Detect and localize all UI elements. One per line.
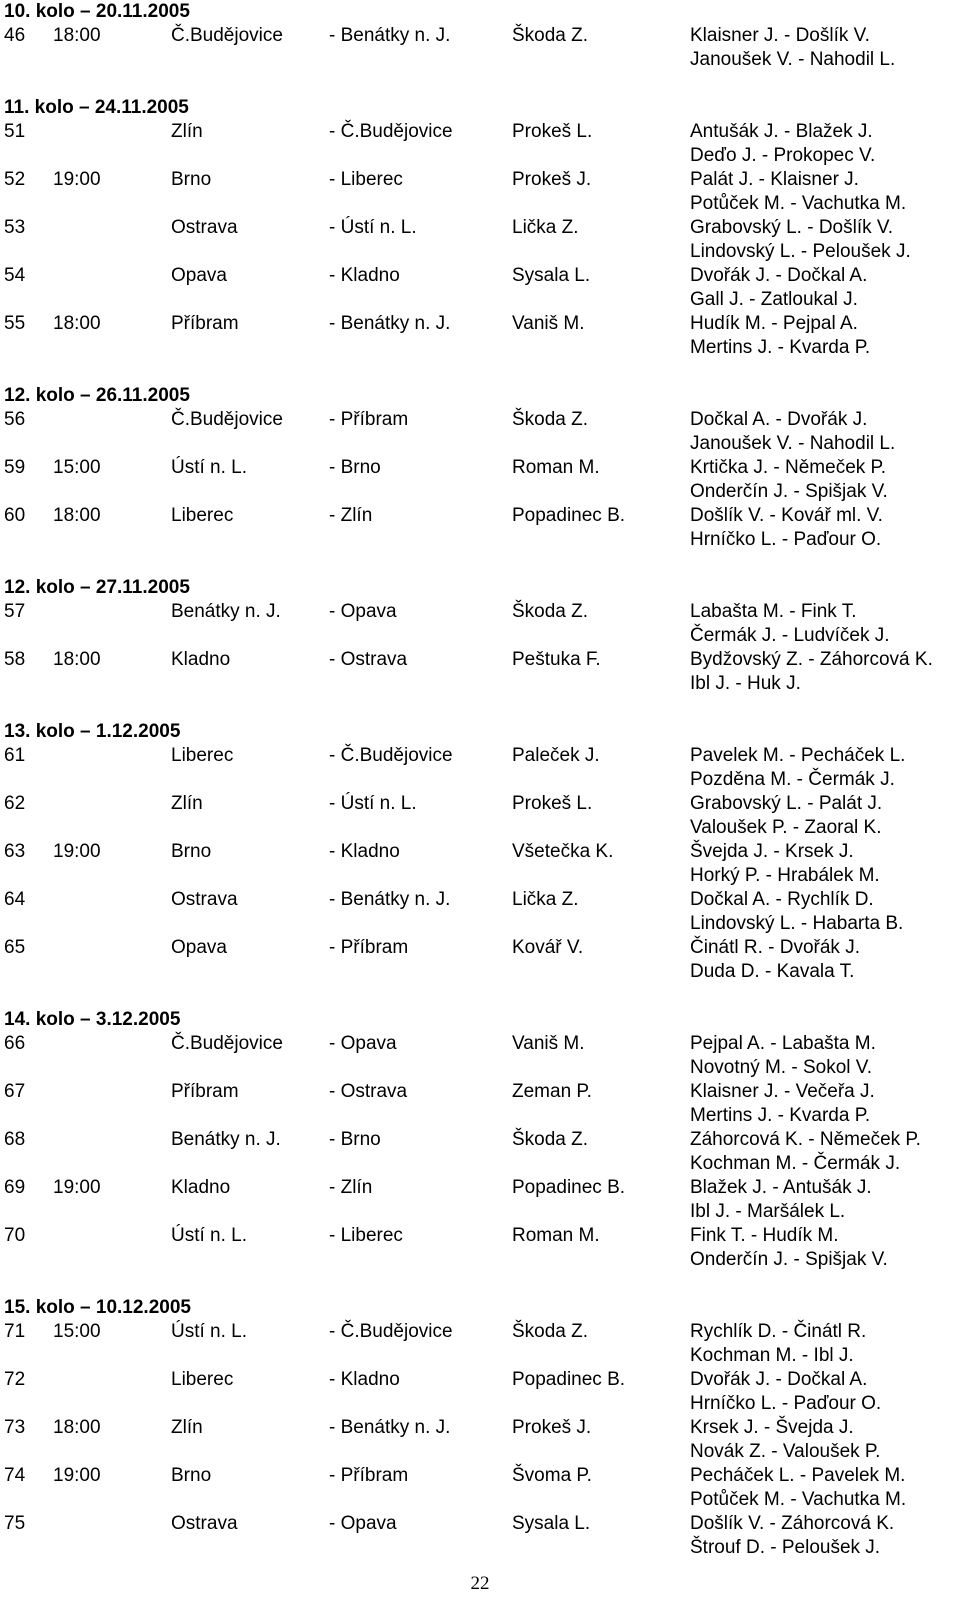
away-team: - Ústí n. L. (329, 217, 417, 238)
referee: Prokeš L. (512, 793, 593, 814)
away-team: - Ostrava (329, 1081, 408, 1102)
home-team: Liberec (171, 505, 234, 526)
away-team: - Zlín (329, 1177, 373, 1198)
linesmen-primary: Hudík M. - Pejpal A. (690, 313, 858, 334)
match-row-continuation (0, 1153, 960, 1177)
referee: Škoda Z. (512, 1129, 589, 1150)
match-row-continuation (0, 673, 960, 697)
home-team: Kladno (171, 1177, 231, 1198)
match-time: 15:00 (53, 1321, 101, 1342)
match-row (0, 1369, 960, 1393)
linesmen-primary: Klaisner J. - Večeřa J. (690, 1081, 875, 1102)
match-time: 18:00 (53, 313, 101, 334)
away-team: - Brno (329, 457, 381, 478)
match-row-continuation (0, 1057, 960, 1081)
away-team: - Č.Budějovice (329, 1321, 453, 1342)
away-team: - Kladno (329, 841, 400, 862)
referee: Popadinec B. (512, 1177, 626, 1198)
away-team: - Brno (329, 1129, 381, 1150)
away-team: - Ústí n. L. (329, 793, 417, 814)
linesmen-secondary: Onderčín J. - Spišjak V. (690, 481, 888, 502)
match-row (0, 505, 960, 529)
match-row (0, 937, 960, 961)
linesmen-secondary: Čermák J. - Ludvíček J. (690, 625, 890, 646)
match-row-continuation (0, 913, 960, 937)
match-number: 55 (4, 313, 26, 334)
referee: Škoda Z. (512, 25, 589, 46)
match-row (0, 601, 960, 625)
linesmen-primary: Pejpal A. - Labašta M. (690, 1033, 876, 1054)
referee: Sysala L. (512, 265, 591, 286)
referee: Prokeš J. (512, 169, 592, 190)
linesmen-primary: Došlík V. - Kovář ml. V. (690, 505, 883, 526)
match-row (0, 25, 960, 49)
round-separator (0, 985, 960, 1009)
round-section (0, 577, 960, 697)
linesmen-secondary: Kochman M. - Ibl J. (690, 1345, 854, 1366)
match-row (0, 313, 960, 337)
away-team: - Benátky n. J. (329, 25, 451, 46)
linesmen-secondary: Novák Z. - Valoušek P. (690, 1441, 881, 1462)
referee: Škoda Z. (512, 409, 589, 430)
match-number: 61 (4, 745, 26, 766)
match-row-continuation (0, 193, 960, 217)
linesmen-primary: Antušák J. - Blažek J. (690, 121, 873, 142)
match-row (0, 121, 960, 145)
linesmen-primary: Záhorcová K. - Němeček P. (690, 1129, 921, 1150)
linesmen-primary: Rychlík D. - Činátl R. (690, 1321, 867, 1342)
match-row-continuation (0, 1345, 960, 1369)
linesmen-secondary: Potůček M. - Vachutka M. (690, 193, 907, 214)
match-number: 54 (4, 265, 26, 286)
match-row-continuation (0, 817, 960, 841)
referee: Škoda Z. (512, 601, 589, 622)
match-row-continuation (0, 481, 960, 505)
match-number: 73 (4, 1417, 26, 1438)
page-number: 22 (470, 1573, 490, 1594)
away-team: - Liberec (329, 1225, 403, 1246)
linesmen-secondary: Lindovský L. - Peloušek J. (690, 241, 911, 262)
match-row (0, 1465, 960, 1489)
home-team: Č.Budějovice (171, 1033, 283, 1054)
linesmen-secondary: Janoušek V. - Nahodil L. (690, 49, 896, 70)
round-separator (0, 73, 960, 97)
match-number: 57 (4, 601, 26, 622)
linesmen-primary: Dvořák J. - Dočkal A. (690, 265, 868, 286)
match-number: 52 (4, 169, 26, 190)
linesmen-primary: Palát J. - Klaisner J. (690, 169, 859, 190)
linesmen-secondary: Hrníčko L. - Paďour O. (690, 1393, 882, 1414)
match-time: 19:00 (53, 1465, 101, 1486)
linesmen-primary: Grabovský L. - Došlík V. (690, 217, 894, 238)
match-row (0, 457, 960, 481)
away-team: - Příbram (329, 1465, 409, 1486)
match-row-continuation (0, 1489, 960, 1513)
match-row-continuation (0, 1249, 960, 1273)
round-heading: 10. kolo – 20.11.2005 (4, 1, 190, 22)
home-team: Ostrava (171, 1513, 238, 1534)
match-row (0, 793, 960, 817)
linesmen-primary: Pecháček L. - Pavelek M. (690, 1465, 906, 1486)
match-time: 18:00 (53, 1417, 101, 1438)
linesmen-secondary: Gall J. - Zatloukal J. (690, 289, 858, 310)
match-number: 53 (4, 217, 26, 238)
home-team: Liberec (171, 1369, 234, 1390)
match-row-continuation (0, 529, 960, 553)
linesmen-secondary: Duda D. - Kavala T. (690, 961, 855, 982)
match-number: 71 (4, 1321, 26, 1342)
round-heading: 15. kolo – 10.12.2005 (4, 1297, 191, 1318)
match-number: 60 (4, 505, 26, 526)
referee: Škoda Z. (512, 1321, 589, 1342)
match-number: 62 (4, 793, 26, 814)
referee: Prokeš L. (512, 121, 593, 142)
referee: Sysala L. (512, 1513, 591, 1534)
match-row (0, 1513, 960, 1537)
away-team: - Benátky n. J. (329, 1417, 451, 1438)
linesmen-secondary: Štrouf D. - Peloušek J. (690, 1537, 881, 1558)
home-team: Č.Budějovice (171, 409, 283, 430)
home-team: Ostrava (171, 217, 238, 238)
linesmen-primary: Švejda J. - Krsek J. (690, 841, 854, 862)
match-row (0, 1225, 960, 1249)
match-number: 56 (4, 409, 26, 430)
round-section (0, 97, 960, 361)
match-row-continuation (0, 625, 960, 649)
match-time: 18:00 (53, 505, 101, 526)
home-team: Příbram (171, 1081, 239, 1102)
match-time: 19:00 (53, 1177, 101, 1198)
away-team: - Ostrava (329, 649, 408, 670)
linesmen-secondary: Valoušek P. - Zaoral K. (690, 817, 882, 838)
match-row-continuation (0, 145, 960, 169)
home-team: Příbram (171, 313, 239, 334)
away-team: - Benátky n. J. (329, 313, 451, 334)
match-row-continuation (0, 1393, 960, 1417)
referee: Peštuka F. (512, 649, 601, 670)
match-number: 58 (4, 649, 26, 670)
referee: Lička Z. (512, 889, 579, 910)
linesmen-secondary: Pozděna M. - Čermák J. (690, 769, 895, 790)
match-row-continuation (0, 769, 960, 793)
round-section (0, 721, 960, 985)
match-row-continuation (0, 337, 960, 361)
match-row (0, 745, 960, 769)
match-row (0, 889, 960, 913)
referee: Popadinec B. (512, 1369, 626, 1390)
referee: Prokeš J. (512, 1417, 592, 1438)
referee: Paleček J. (512, 745, 600, 766)
match-row-continuation (0, 289, 960, 313)
away-team: - Opava (329, 1513, 397, 1534)
match-row-continuation (0, 1105, 960, 1129)
referee: Vaniš M. (512, 313, 585, 334)
home-team: Opava (171, 265, 227, 286)
match-row (0, 1177, 960, 1201)
match-row (0, 265, 960, 289)
home-team: Benátky n. J. (171, 1129, 281, 1150)
away-team: - Benátky n. J. (329, 889, 451, 910)
linesmen-primary: Klaisner J. - Došlík V. (690, 25, 870, 46)
linesmen-primary: Pavelek M. - Pecháček L. (690, 745, 906, 766)
home-team: Ústí n. L. (171, 1321, 248, 1342)
round-heading: 11. kolo – 24.11.2005 (4, 97, 189, 118)
match-row-continuation (0, 1441, 960, 1465)
home-team: Liberec (171, 745, 234, 766)
round-section (0, 385, 960, 553)
home-team: Opava (171, 937, 227, 958)
away-team: - Opava (329, 601, 397, 622)
referee: Lička Z. (512, 217, 579, 238)
home-team: Brno (171, 1465, 212, 1486)
away-team: - Příbram (329, 409, 409, 430)
away-team: - Liberec (329, 169, 403, 190)
match-number: 74 (4, 1465, 26, 1486)
match-row (0, 1033, 960, 1057)
away-team: - Č.Budějovice (329, 121, 453, 142)
round-separator (0, 697, 960, 721)
match-time: 19:00 (53, 841, 101, 862)
match-number: 59 (4, 457, 26, 478)
referee: Roman M. (512, 1225, 600, 1246)
away-team: - Příbram (329, 937, 409, 958)
match-number: 75 (4, 1513, 26, 1534)
linesmen-secondary: Hrníčko L. - Paďour O. (690, 529, 882, 550)
round-heading: 12. kolo – 26.11.2005 (4, 385, 190, 406)
match-row (0, 1129, 960, 1153)
referee: Zeman P. (512, 1081, 592, 1102)
linesmen-secondary: Deďo J. - Prokopec V. (690, 145, 876, 166)
match-time: 19:00 (53, 169, 101, 190)
linesmen-secondary: Potůček M. - Vachutka M. (690, 1489, 907, 1510)
home-team: Brno (171, 841, 212, 862)
home-team: Kladno (171, 649, 231, 670)
match-time: 15:00 (53, 457, 101, 478)
home-team: Zlín (171, 121, 203, 142)
linesmen-primary: Labašta M. - Fink T. (690, 601, 857, 622)
match-number: 46 (4, 25, 26, 46)
match-row-continuation (0, 961, 960, 985)
match-number: 51 (4, 121, 26, 142)
linesmen-secondary: Ibl J. - Maršálek L. (690, 1201, 846, 1222)
linesmen-primary: Dočkal A. - Dvořák J. (690, 409, 868, 430)
match-number: 72 (4, 1369, 26, 1390)
home-team: Č.Budějovice (171, 25, 283, 46)
linesmen-primary: Fink T. - Hudík M. (690, 1225, 839, 1246)
referee: Švoma P. (512, 1465, 592, 1486)
match-number: 67 (4, 1081, 26, 1102)
match-row (0, 1417, 960, 1441)
match-row (0, 841, 960, 865)
match-row (0, 1321, 960, 1345)
match-row (0, 649, 960, 673)
home-team: Ústí n. L. (171, 1225, 248, 1246)
round-separator (0, 361, 960, 385)
home-team: Zlín (171, 793, 203, 814)
match-number: 66 (4, 1033, 26, 1054)
match-row-continuation (0, 241, 960, 265)
linesmen-secondary: Mertins J. - Kvarda P. (690, 337, 871, 358)
match-row (0, 169, 960, 193)
linesmen-primary: Bydžovský Z. - Záhorcová K. (690, 649, 933, 670)
match-number: 64 (4, 889, 26, 910)
match-row (0, 217, 960, 241)
linesmen-primary: Grabovský L. - Palát J. (690, 793, 883, 814)
round-section (0, 1, 960, 73)
away-team: - Kladno (329, 1369, 400, 1390)
match-number: 63 (4, 841, 26, 862)
round-section (0, 1009, 960, 1273)
linesmen-secondary: Mertins J. - Kvarda P. (690, 1105, 871, 1126)
home-team: Benátky n. J. (171, 601, 281, 622)
match-row-continuation (0, 433, 960, 457)
match-number: 70 (4, 1225, 26, 1246)
linesmen-primary: Krtička J. - Němeček P. (690, 457, 887, 478)
round-separator (0, 1273, 960, 1297)
home-team: Ústí n. L. (171, 457, 248, 478)
away-team: - Č.Budějovice (329, 745, 453, 766)
home-team: Zlín (171, 1417, 203, 1438)
linesmen-secondary: Ibl J. - Huk J. (690, 673, 801, 694)
match-number: 65 (4, 937, 26, 958)
referee: Všetečka K. (512, 841, 614, 862)
linesmen-primary: Krsek J. - Švejda J. (690, 1417, 854, 1438)
away-team: - Zlín (329, 505, 373, 526)
round-section (0, 1297, 960, 1561)
match-number: 68 (4, 1129, 26, 1150)
home-team: Ostrava (171, 889, 238, 910)
linesmen-secondary: Janoušek V. - Nahodil L. (690, 433, 896, 454)
match-time: 18:00 (53, 649, 101, 670)
linesmen-primary: Dvořák J. - Dočkal A. (690, 1369, 868, 1390)
linesmen-primary: Činátl R. - Dvořák J. (690, 937, 860, 958)
linesmen-secondary: Onderčín J. - Spišjak V. (690, 1249, 888, 1270)
referee: Popadinec B. (512, 505, 626, 526)
home-team: Brno (171, 169, 212, 190)
match-row (0, 1081, 960, 1105)
schedule-document (0, 1, 960, 1561)
match-row-continuation (0, 49, 960, 73)
referee: Kovář V. (512, 937, 584, 958)
match-number: 69 (4, 1177, 26, 1198)
linesmen-secondary: Horký P. - Hrabálek M. (690, 865, 880, 886)
round-heading: 13. kolo – 1.12.2005 (4, 721, 181, 742)
round-heading: 12. kolo – 27.11.2005 (4, 577, 190, 598)
match-row-continuation (0, 1201, 960, 1225)
round-separator (0, 553, 960, 577)
match-row-continuation (0, 1537, 960, 1561)
linesmen-primary: Došlík V. - Záhorcová K. (690, 1513, 895, 1534)
match-row-continuation (0, 865, 960, 889)
linesmen-primary: Dočkal A. - Rychlík D. (690, 889, 874, 910)
linesmen-secondary: Novotný M. - Sokol V. (690, 1057, 872, 1078)
round-heading: 14. kolo – 3.12.2005 (4, 1009, 181, 1030)
referee: Vaniš M. (512, 1033, 585, 1054)
linesmen-secondary: Lindovský L. - Habarta B. (690, 913, 904, 934)
match-time: 18:00 (53, 25, 101, 46)
away-team: - Kladno (329, 265, 400, 286)
linesmen-secondary: Kochman M. - Čermák J. (690, 1153, 901, 1174)
referee: Roman M. (512, 457, 600, 478)
linesmen-primary: Blažek J. - Antušák J. (690, 1177, 872, 1198)
away-team: - Opava (329, 1033, 397, 1054)
match-row (0, 409, 960, 433)
